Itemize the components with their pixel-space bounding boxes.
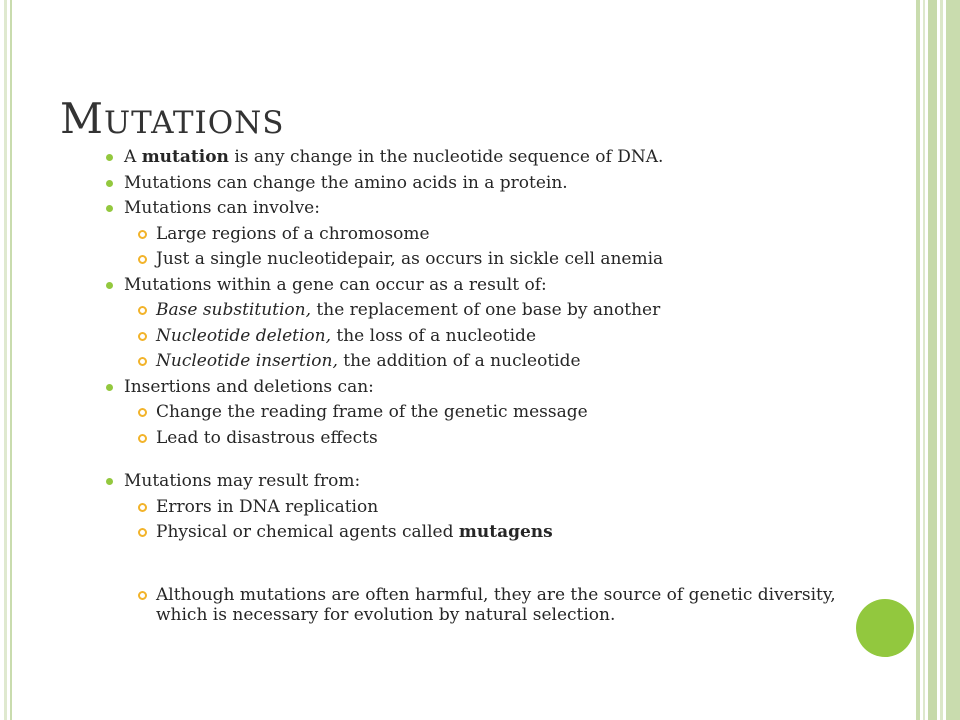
bullet-dot-icon [106,205,113,212]
bullet-dot-icon [106,384,113,391]
bullet-dot-icon [106,180,113,187]
sub-list-item: Physical or chemical agents called mutagens [106,520,866,546]
sub-list-item: Errors in DNA replication [106,495,866,521]
sub-list-item: Lead to disastrous effects [106,426,866,452]
decorative-circle [856,599,914,657]
bullet-ring-icon [138,306,147,315]
bullet-dot-icon [106,478,113,485]
bullet-ring-icon [138,255,147,264]
list-item: Mutations within a gene can occur as a result of: [106,273,866,299]
sub-list-item: Change the reading frame of the genetic message [106,400,866,426]
bullet-list [106,145,866,625]
sub-list-item: Although mutations are often harmful, they are the source of genetic diversity, which is necessary for evolution by natural selection. [106,583,866,625]
sub-list-item: Base substitution, the replacement of one base by another [106,298,866,324]
sub-list-item: Nucleotide insertion, the addition of a nucleotide [106,349,866,375]
list-item: A mutation is any change in the nucleotide sequence of DNA. [106,145,866,171]
sub-list-item: Large regions of a chromosome [106,222,866,248]
slide-title: MUTATIONS [60,94,285,143]
bullet-ring-icon [138,332,147,341]
list-item: Mutations can change the amino acids in a protein. [106,171,866,197]
list-item: Mutations may result from: [106,469,866,495]
bullet-ring-icon [138,434,147,443]
list-item: Mutations can involve: [106,196,866,222]
bullet-ring-icon [138,591,147,600]
bullet-dot-icon [106,154,113,161]
bullet-ring-icon [138,503,147,512]
spacer [106,451,866,469]
spacer [106,546,866,583]
bullet-ring-icon [138,230,147,239]
bullet-dot-icon [106,282,113,289]
bullet-ring-icon [138,528,147,537]
sub-list-item: Nucleotide deletion, the loss of a nucleotide [106,324,866,350]
left-frame-border [0,0,12,720]
bullet-ring-icon [138,357,147,366]
decorative-stripes [916,0,960,720]
bullet-ring-icon [138,408,147,417]
list-item: Insertions and deletions can: [106,375,866,401]
sub-list-item: Just a single nucleotidepair, as occurs in sickle cell anemia [106,247,866,273]
